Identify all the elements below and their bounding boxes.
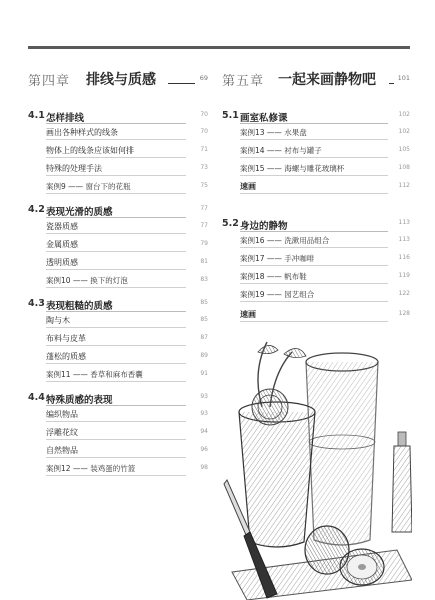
toc-entry[interactable] [46, 409, 208, 422]
chapter-heading[interactable] [28, 70, 208, 90]
entry-label: 案例11 —— 香草和麻布香囊 [46, 370, 143, 379]
page-number: 75 [200, 182, 208, 189]
section-title: 怎样排线 [46, 113, 85, 124]
leader-line [240, 301, 388, 302]
short-glass [239, 389, 315, 547]
leader-line [240, 265, 388, 266]
leader-line [240, 139, 388, 140]
toc-entry[interactable] [46, 163, 208, 176]
leader-line [46, 405, 186, 406]
entry-label: 案例18 —— 帆布鞋 [240, 272, 307, 281]
still-life-sketch-icon [222, 332, 412, 600]
toc-entry[interactable] [46, 145, 208, 158]
page-number: 128 [398, 310, 410, 317]
leader-line [46, 269, 186, 270]
entry-label: 画出各种样式的线条 [46, 128, 118, 137]
leader-line [240, 123, 388, 124]
toc-column-left [28, 0, 208, 600]
toc-entry[interactable] [46, 275, 208, 288]
leader-line [46, 421, 186, 422]
entry-label: 蓬松的质感 [46, 352, 86, 361]
section-title: 特殊质感的表现 [46, 395, 113, 406]
chapter-heading[interactable] [222, 70, 410, 90]
leader-line [46, 327, 186, 328]
page-number: 70 [200, 128, 208, 135]
page-number: 113 [398, 219, 410, 226]
leader-line [240, 283, 388, 284]
entry-label: 案例13 —— 水果盘 [240, 128, 307, 137]
entry-label: 案例14 —— 衬布与罐子 [240, 146, 322, 155]
page-number: 101 [397, 74, 410, 82]
leader-line [46, 193, 186, 194]
section-number: 4.4 [28, 392, 45, 403]
toc-entry[interactable] [240, 127, 410, 140]
leader-line [240, 157, 388, 158]
leader-line [46, 157, 186, 158]
entry-label: 金属质感 [46, 240, 78, 249]
leader-line [46, 251, 186, 252]
section-number: 4.3 [28, 298, 45, 309]
entry-label: 速画 [240, 309, 256, 319]
toc-entry[interactable] [240, 145, 410, 158]
page-number: 93 [200, 393, 208, 400]
toc-entry[interactable] [46, 351, 208, 364]
page-number: 85 [200, 299, 208, 306]
toc-entry[interactable] [46, 369, 208, 382]
toc-entry[interactable] [46, 239, 208, 252]
toc-entry[interactable] [240, 181, 410, 194]
page-number: 102 [398, 111, 410, 118]
page-number: 70 [200, 111, 208, 118]
section-number: 4.2 [28, 204, 45, 215]
chapter-title: 一起来画静物吧 [278, 72, 376, 88]
entry-label: 案例9 —— 窗台下的花瓶 [46, 182, 131, 191]
leader-line [46, 175, 186, 176]
leader-line [240, 231, 388, 232]
toc-section[interactable] [28, 392, 208, 406]
toc-entry[interactable] [240, 163, 410, 176]
page-number: 81 [200, 258, 208, 265]
toc-entry[interactable] [46, 127, 208, 140]
toc-entry[interactable] [46, 315, 208, 328]
page-number: 102 [398, 128, 410, 135]
leader-line [46, 475, 186, 476]
section-title: 表现光滑的质感 [46, 207, 113, 218]
section-number: 5.1 [222, 110, 239, 121]
entry-label: 物体上的线条应该如何排 [46, 146, 134, 155]
entry-label: 特殊的处理手法 [46, 164, 102, 173]
section-title: 身边的静物 [240, 221, 288, 232]
toc-entry[interactable] [240, 271, 410, 284]
page-number: 122 [398, 290, 410, 297]
leader-line [46, 439, 186, 440]
leader-line [46, 139, 186, 140]
entry-label: 浮雕花纹 [46, 428, 78, 437]
leader-line [46, 363, 186, 364]
leader-line [240, 175, 388, 176]
leader-line [240, 321, 388, 322]
toc-entry[interactable] [240, 253, 410, 266]
chapter-number: 第五章 [222, 74, 265, 89]
page-number: 96 [200, 446, 208, 453]
page-number: 98 [200, 464, 208, 471]
page-number: 69 [199, 74, 208, 82]
page-number: 108 [398, 164, 410, 171]
page-number: 87 [200, 334, 208, 341]
leader-line [46, 381, 186, 382]
chapter-number: 第四章 [28, 74, 71, 89]
entry-label: 自然物品 [46, 446, 78, 455]
entry-label: 瓷器质感 [46, 222, 78, 231]
leader-line [46, 233, 186, 234]
section-number: 5.2 [222, 218, 239, 229]
page-number: 113 [398, 236, 410, 243]
leader-line [46, 287, 186, 288]
page-number: 85 [200, 316, 208, 323]
section-number: 4.1 [28, 110, 45, 121]
leader-line [46, 311, 186, 312]
page-number: 77 [200, 222, 208, 229]
toc-section[interactable] [28, 204, 208, 218]
entry-label: 案例12 —— 装鸡蛋的竹篮 [46, 464, 136, 473]
toc-entry[interactable] [46, 427, 208, 440]
page-number: 77 [200, 205, 208, 212]
toc-entry[interactable] [46, 221, 208, 234]
section-title: 画室私修课 [240, 113, 288, 124]
tall-glass [306, 353, 378, 545]
page-number: 73 [200, 164, 208, 171]
toc-entry[interactable] [46, 181, 208, 194]
entry-label: 速画 [240, 181, 256, 191]
toc-entry[interactable] [46, 257, 208, 270]
entry-label: 布料与皮革 [46, 334, 86, 343]
leader-line [389, 83, 394, 84]
chapter-title: 排线与质感 [86, 72, 156, 88]
page-number: 79 [200, 240, 208, 247]
toc-entry[interactable] [46, 463, 208, 476]
toc-section[interactable] [28, 110, 208, 124]
toc-entry[interactable] [240, 309, 410, 322]
section-title: 表现粗糙的质感 [46, 301, 113, 312]
small-bottle [392, 432, 412, 532]
page-number: 112 [398, 182, 410, 189]
toc-entry[interactable] [46, 445, 208, 458]
toc-entry[interactable] [46, 333, 208, 346]
toc-section[interactable] [222, 110, 410, 124]
page-number: 94 [200, 428, 208, 435]
toc-entry[interactable] [240, 289, 410, 302]
entry-label: 案例16 —— 洗漱用品组合 [240, 236, 330, 245]
leader-line [240, 247, 388, 248]
page-number: 116 [398, 254, 410, 261]
page-number: 105 [398, 146, 410, 153]
entry-label: 案例10 —— 换下的灯泡 [46, 276, 128, 285]
entry-label: 案例17 —— 手冲咖啡 [240, 254, 315, 263]
entry-label: 案例15 —— 海螺与雕花玻璃杯 [240, 164, 345, 173]
page-number: 89 [200, 352, 208, 359]
leader-line [46, 217, 186, 218]
entry-label: 案例19 —— 园艺组合 [240, 290, 315, 299]
leader-line [240, 193, 388, 194]
entry-label: 透明质感 [46, 258, 78, 267]
toc-section[interactable] [28, 298, 208, 312]
entry-label: 陶与木 [46, 316, 70, 325]
entry-label: 编织物品 [46, 410, 78, 419]
leader-line [46, 123, 186, 124]
toc-section[interactable] [222, 218, 410, 232]
page-number: 119 [398, 272, 410, 279]
page-number: 93 [200, 410, 208, 417]
page-number: 83 [200, 276, 208, 283]
leader-line [168, 83, 195, 84]
leader-line [46, 457, 186, 458]
page-number: 71 [200, 146, 208, 153]
leader-line [46, 345, 186, 346]
page-number: 91 [200, 370, 208, 377]
toc-entry[interactable] [240, 235, 410, 248]
